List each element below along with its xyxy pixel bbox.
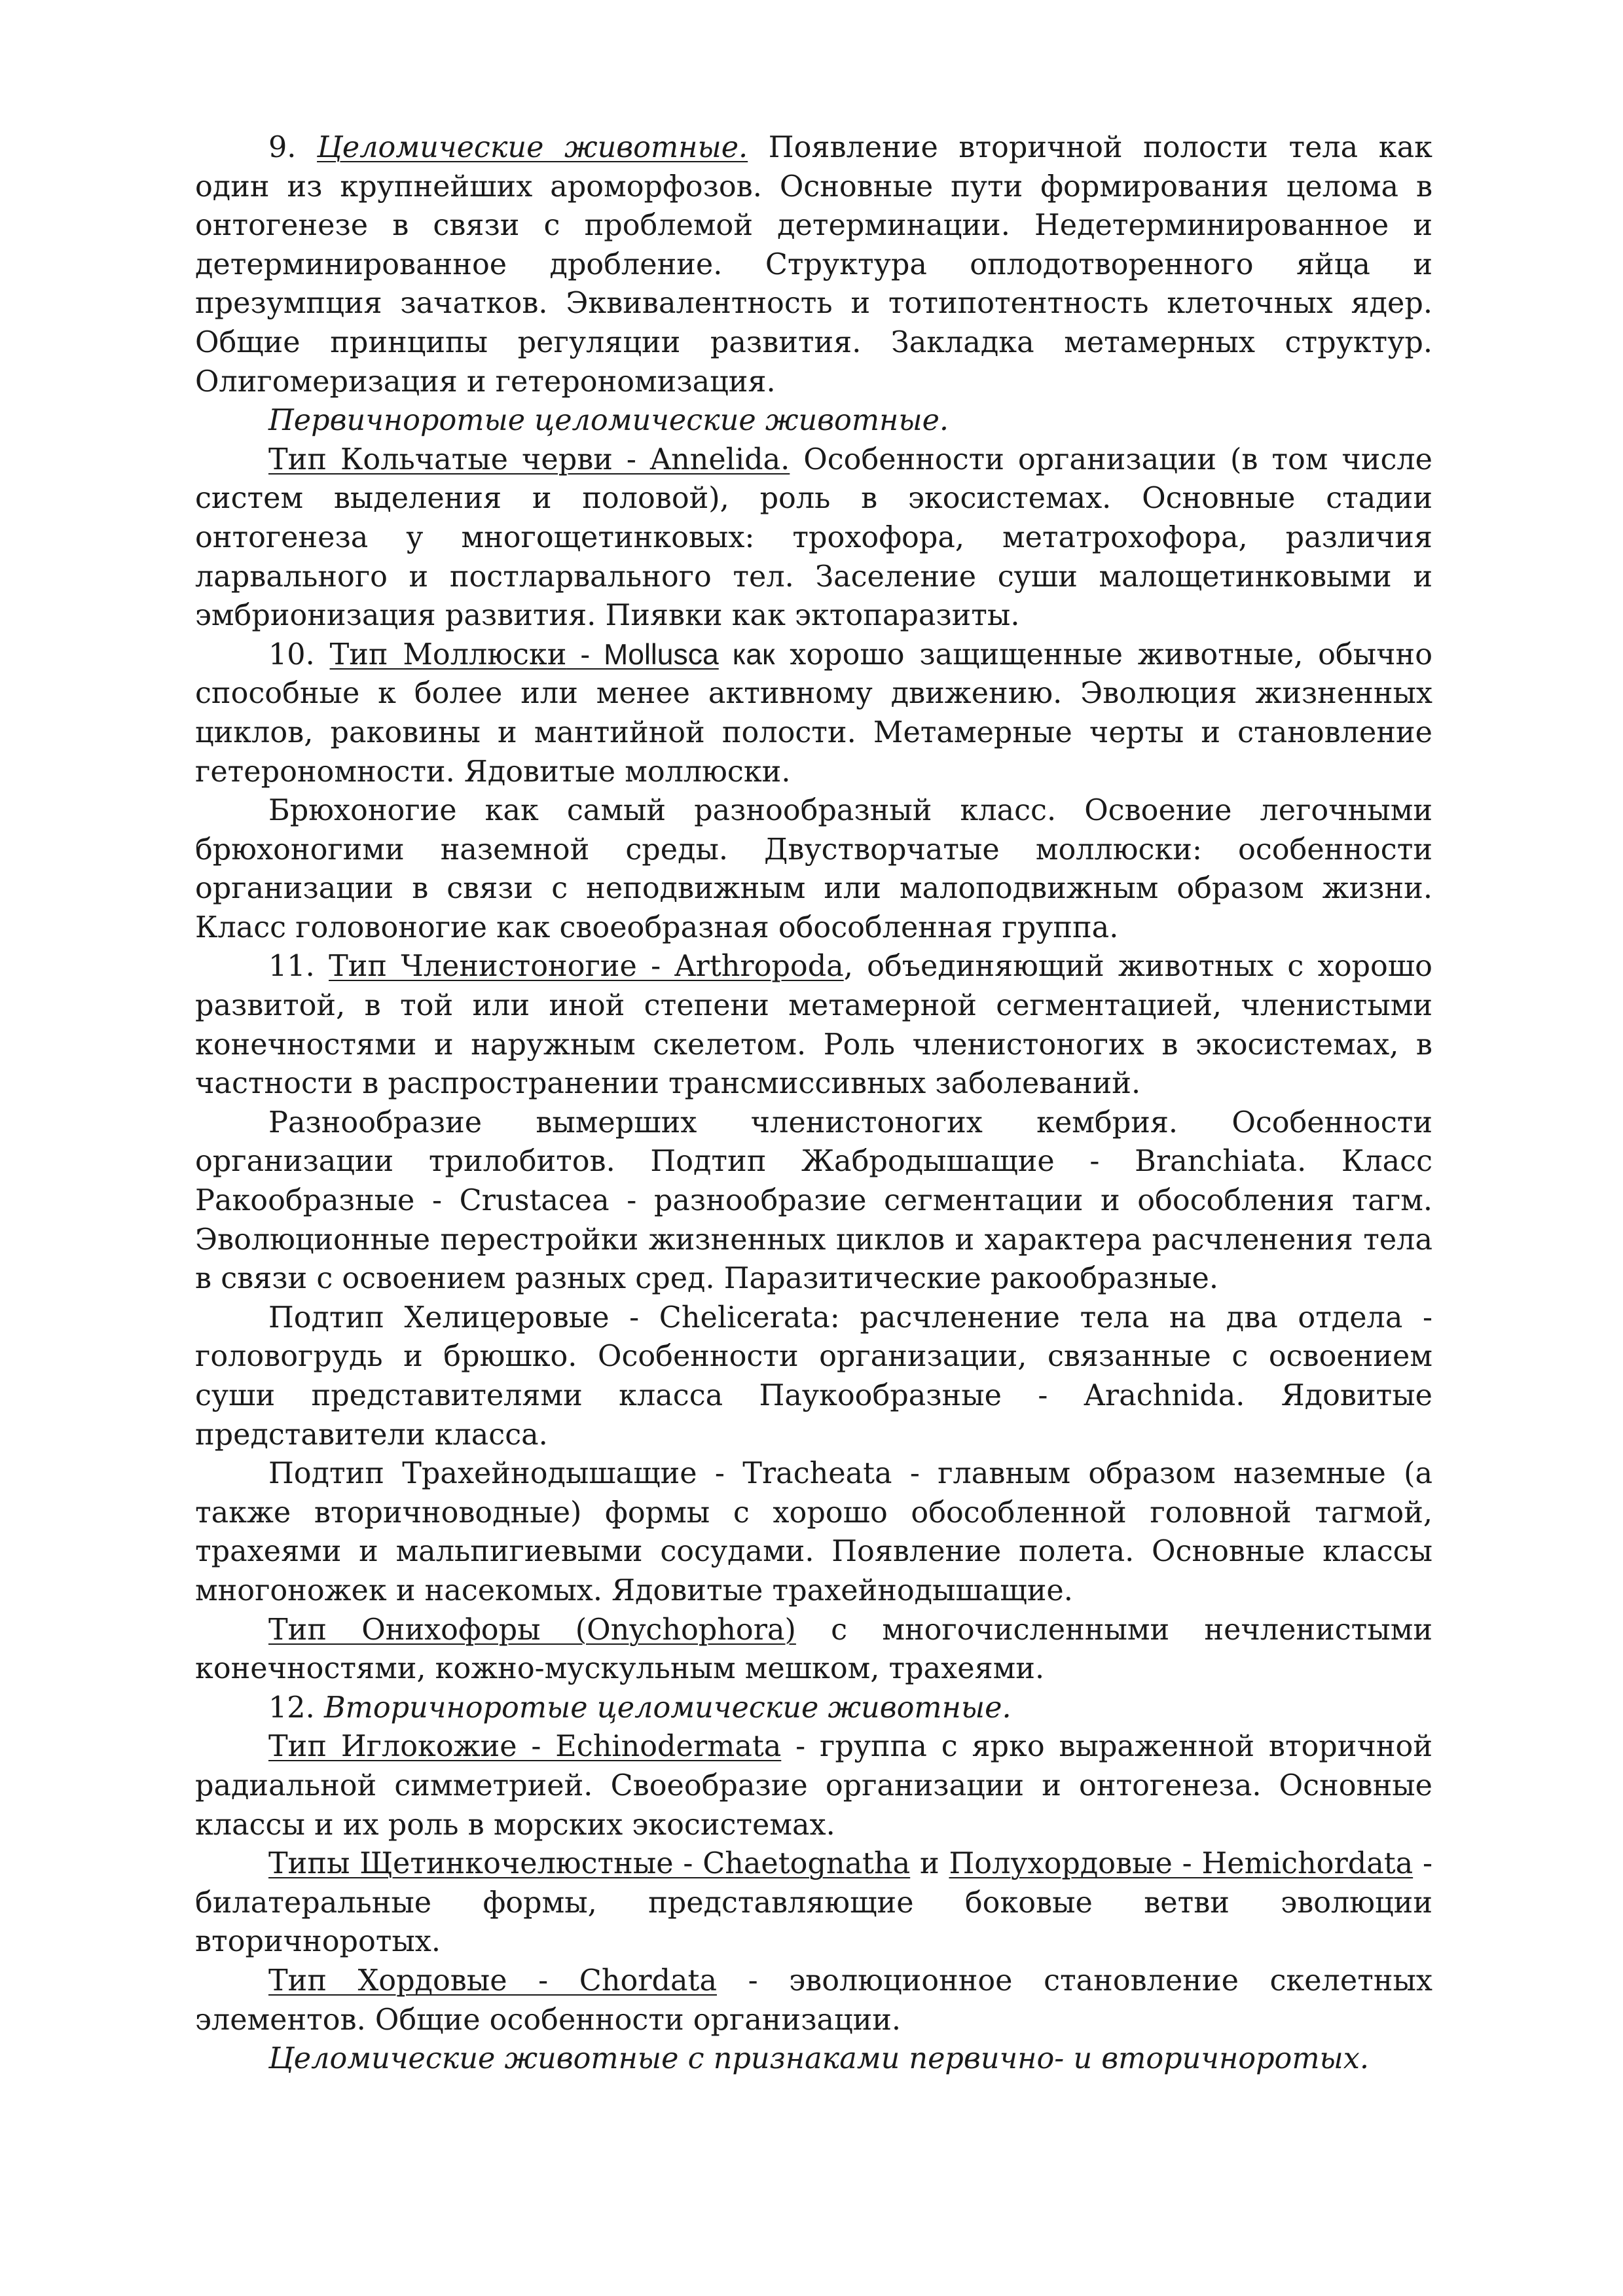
phylum-title: Полухордовые - Hemichordata bbox=[949, 1847, 1413, 1881]
section-title: Целомические животные. bbox=[317, 131, 748, 164]
paragraph-deuterostomes-heading bbox=[195, 1689, 1432, 1728]
connector-word: как bbox=[718, 638, 775, 671]
paragraph-text: , объединяющий животных с хорошо развитой, в той или иной степени метамерной сегментацией, членистыми конечностями и наружным скелетом. Роль членистоногих в экосистемах, в частности в распространении трансмиссивных заболеваний. bbox=[195, 950, 1432, 1101]
paragraph-text: - группа с ярко выраженной вторичной радиальной симметрией. Своеобразие организации и онтогенеза. Основные классы и их роль в морских экосистемах. bbox=[195, 1730, 1432, 1842]
paragraph-text: Брюхоногие как самый разнообразный класс. Освоение легочными брюхоногими наземной среды. Двустворчатые моллюски: особенности организации в связи с неподвижным или малоподвижным образом жизни. Класс головоногие как своеобразная обособленная группа. bbox=[195, 794, 1432, 944]
paragraph-annelida bbox=[195, 440, 1432, 636]
paragraph-intermediate-coelomates bbox=[195, 2039, 1432, 2079]
document-page bbox=[195, 128, 1432, 2079]
paragraph-mollusca bbox=[195, 636, 1432, 791]
section-number: 11. bbox=[268, 950, 315, 984]
phylum-title: Тип Онихофоры (Onychophora) bbox=[268, 1613, 796, 1647]
paragraph-trilobites bbox=[195, 1103, 1432, 1299]
paragraph-text: Разнообразие вымерших членистоногих кембрия. Особенности организации трилобитов. Подтип Жабродышащие - Branchiata. Класс Ракообразные - Crustacea - разнообразие сегментации и обособления тагм. Эволюционные перестройки жизненных циклов и характера расчленения тела в связи с освоением разных сред. Паразитические ракообразные. bbox=[195, 1105, 1432, 1296]
paragraph-tracheata bbox=[195, 1454, 1432, 1610]
subsection-heading: Вторичноротые целомические животные. bbox=[323, 1691, 1012, 1725]
phylum-title: Типы Щетинкочелюстные - Chaetognatha bbox=[268, 1847, 911, 1881]
phylum-title-part: Тип Моллюски bbox=[329, 637, 567, 672]
paragraph-gastropoda bbox=[195, 791, 1432, 947]
section-number: 10. bbox=[268, 637, 315, 672]
paragraph-text: Подтип Хелицеровые - Chelicerata: расчленение тела на два отдела - головогрудь и брюшко. Особенности организации, связанные с освоением суши представителями класса Паукообразные - Arachnida. Ядовитые представители класса. bbox=[195, 1300, 1432, 1452]
phylum-title: Тип Иглокожие - Echinodermata bbox=[268, 1730, 782, 1764]
paragraph-onychophora bbox=[195, 1611, 1432, 1689]
paragraph-echinodermata bbox=[195, 1727, 1432, 1844]
paragraph-chelicerata bbox=[195, 1299, 1432, 1454]
phylum-title-latin: - Mollusca bbox=[566, 638, 719, 671]
phylum-title: Тип Членистоногие - Arthropoda bbox=[329, 950, 844, 984]
subsection-heading: Первичноротые целомические животные. bbox=[268, 404, 949, 438]
paragraph-text: Появление вторичной полости тела как один из крупнейших ароморфозов. Основные пути формирования целома в онтогенезе в связи с проблемой детерминации. Недетерминированное и детерминированное дробление. Структура оплодотворенного яйца и презумпция зачатков. Эквивалентность и тотипотентность клеточных ядер. Общие принципы регуляции развития. Закладка метамерных структур. Олигомеризация и гетерономизация. bbox=[195, 131, 1432, 399]
paragraph-text: Особенности организации (в том числе систем выделения и половой), роль в экосистемах. Основные стадии онтогенеза у многощетинковых: трохофора, метатрохофора, различия ларвального и постларвального тел. Заселение суши малощетинковыми и эмбрионизация развития. Пиявки как эктопаразиты. bbox=[195, 442, 1432, 633]
paragraph-protostomes-heading bbox=[195, 401, 1432, 440]
section-number: 12. bbox=[268, 1691, 315, 1725]
paragraph-text: Подтип Трахейнодышащие - Tracheata - главным образом наземные (а также вторичноводные) формы с хорошо обособленной головной тагмой, трахеями и мальпигиевыми сосудами. Появление полета. Основные классы многоножек и насекомых. Ядовитые трахейнодышащие. bbox=[195, 1457, 1432, 1607]
subsection-heading: Целомические животные с признаками первично- и вторичноротых. bbox=[268, 2042, 1370, 2076]
connector-word: и bbox=[920, 1847, 939, 1881]
paragraph-text: с многочисленными нечленистыми конечностями, кожно-мускульным мешком, трахеями. bbox=[195, 1613, 1432, 1686]
phylum-title: Тип Кольчатые черви - Annelida. bbox=[268, 442, 790, 476]
phylum-title: Тип Хордовые - Chordata bbox=[268, 1964, 717, 1998]
phylum-title bbox=[330, 638, 719, 672]
paragraph-text: хорошо защищенные животные, обычно способные к более или менее активному движению. Эволюция жизненных циклов, раковины и мантийной полости. Метамерные черты и становление гетерономности. Ядовитые моллюски. bbox=[195, 637, 1432, 789]
section-number: 9. bbox=[268, 131, 297, 164]
paragraph-text: - эволюционное становление скелетных элементов. Общие особенности организации. bbox=[195, 1964, 1432, 2037]
paragraph-arthropoda bbox=[195, 947, 1432, 1103]
paragraph-coelomates bbox=[195, 128, 1432, 401]
paragraph-chaetognatha-hemichordata bbox=[195, 1844, 1432, 1962]
paragraph-chordata bbox=[195, 1962, 1432, 2039]
paragraph-text: - билатеральные формы, представляющие боковые ветви эволюции вторичноротых. bbox=[195, 1847, 1432, 1959]
